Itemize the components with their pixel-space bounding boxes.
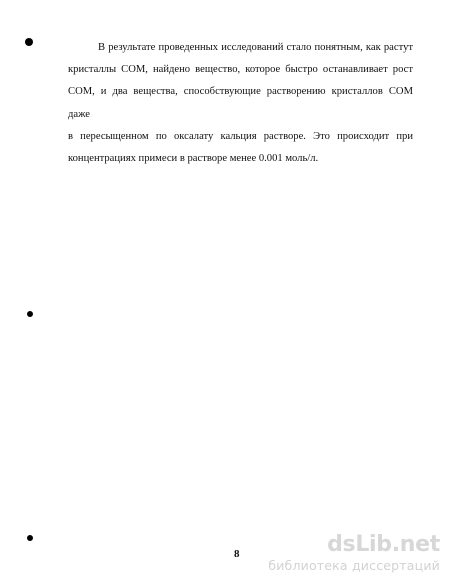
page-number: 8 [234,548,240,560]
paragraph-line: в пересыщенном по оксалату кальция растворе. Это происходит при [68,130,413,142]
paragraph-line: В результате проведенных исследований стало понятным, как растут [98,42,413,53]
scan-dot-bottom [27,535,33,541]
watermark-subtitle: библиотека диссертаций [268,558,440,573]
body-paragraph [68,37,413,170]
watermark-brand: dsLib.net [327,532,440,557]
scan-dot-middle [27,311,33,317]
scan-dot-top [25,38,33,46]
paragraph-line: СОМ, и два вещества, способствующие растворению кристаллов СОМ даже [68,86,413,120]
watermark-logo[interactable] [268,533,440,574]
paragraph-line: кристаллы СОМ, найдено вещество, которое быстро останавливает рост [68,64,413,76]
paragraph-line: концентрациях примеси в растворе менее 0.001 моль/л. [68,153,319,165]
